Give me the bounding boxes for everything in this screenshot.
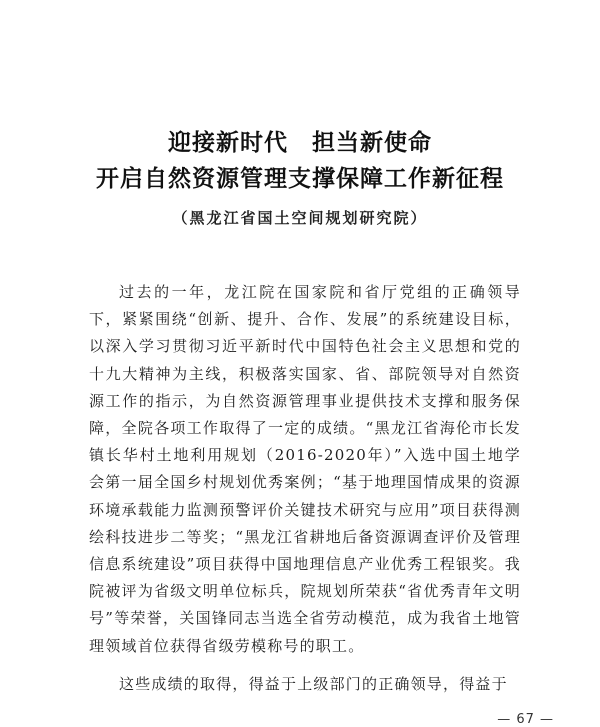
article-author: （黑龙江省国土空间规划研究院）: [172, 209, 428, 227]
page-number: — 67 —: [497, 712, 554, 727]
body-paragraph-1: 过去的一年，龙江院在国家院和省厅党组的正确领导下，紧紧围绕“创新、提升、合作、发展”的系统建设目标，以深入学习贯彻习近平新时代中国特色社会主义思想和党的十九大精神为主线，积极落实国家、省、部院领导对自然资源工作的指示，为自然资源管理事业提供技术支撑和服务保障，全院各项工作取得了一定的成绩。“黑龙江省海伦市长发镇长华村土地利用规划（2016-2020年）”入选中国土地学会第一届全国乡村规划优秀案例；“基于地理国情成果的资源环境承载能力监测预警评价关键技术研究与应用”项目获得测绘科技进步二等奖；“黑龙江省耕地后备资源调查评价及管理信息系统建设”项目获得中国地理信息产业优秀工程银奖。我院被评为省级文明单位标兵，院规划所荣获“省优秀青年文明号”等荣誉，关国锋同志当选全省劳动模范，成为我省土地管理领域首位获得省级劳模称号的职工。: [89, 283, 521, 655]
article-title-line-1: 迎接新时代 担当新使命: [168, 130, 432, 156]
article-title-line-2: 开启自然资源管理支撑保障工作新征程: [96, 166, 504, 192]
body-paragraph-2: 这些成绩的取得，得益于上级部门的正确领导，得益于: [119, 675, 508, 693]
